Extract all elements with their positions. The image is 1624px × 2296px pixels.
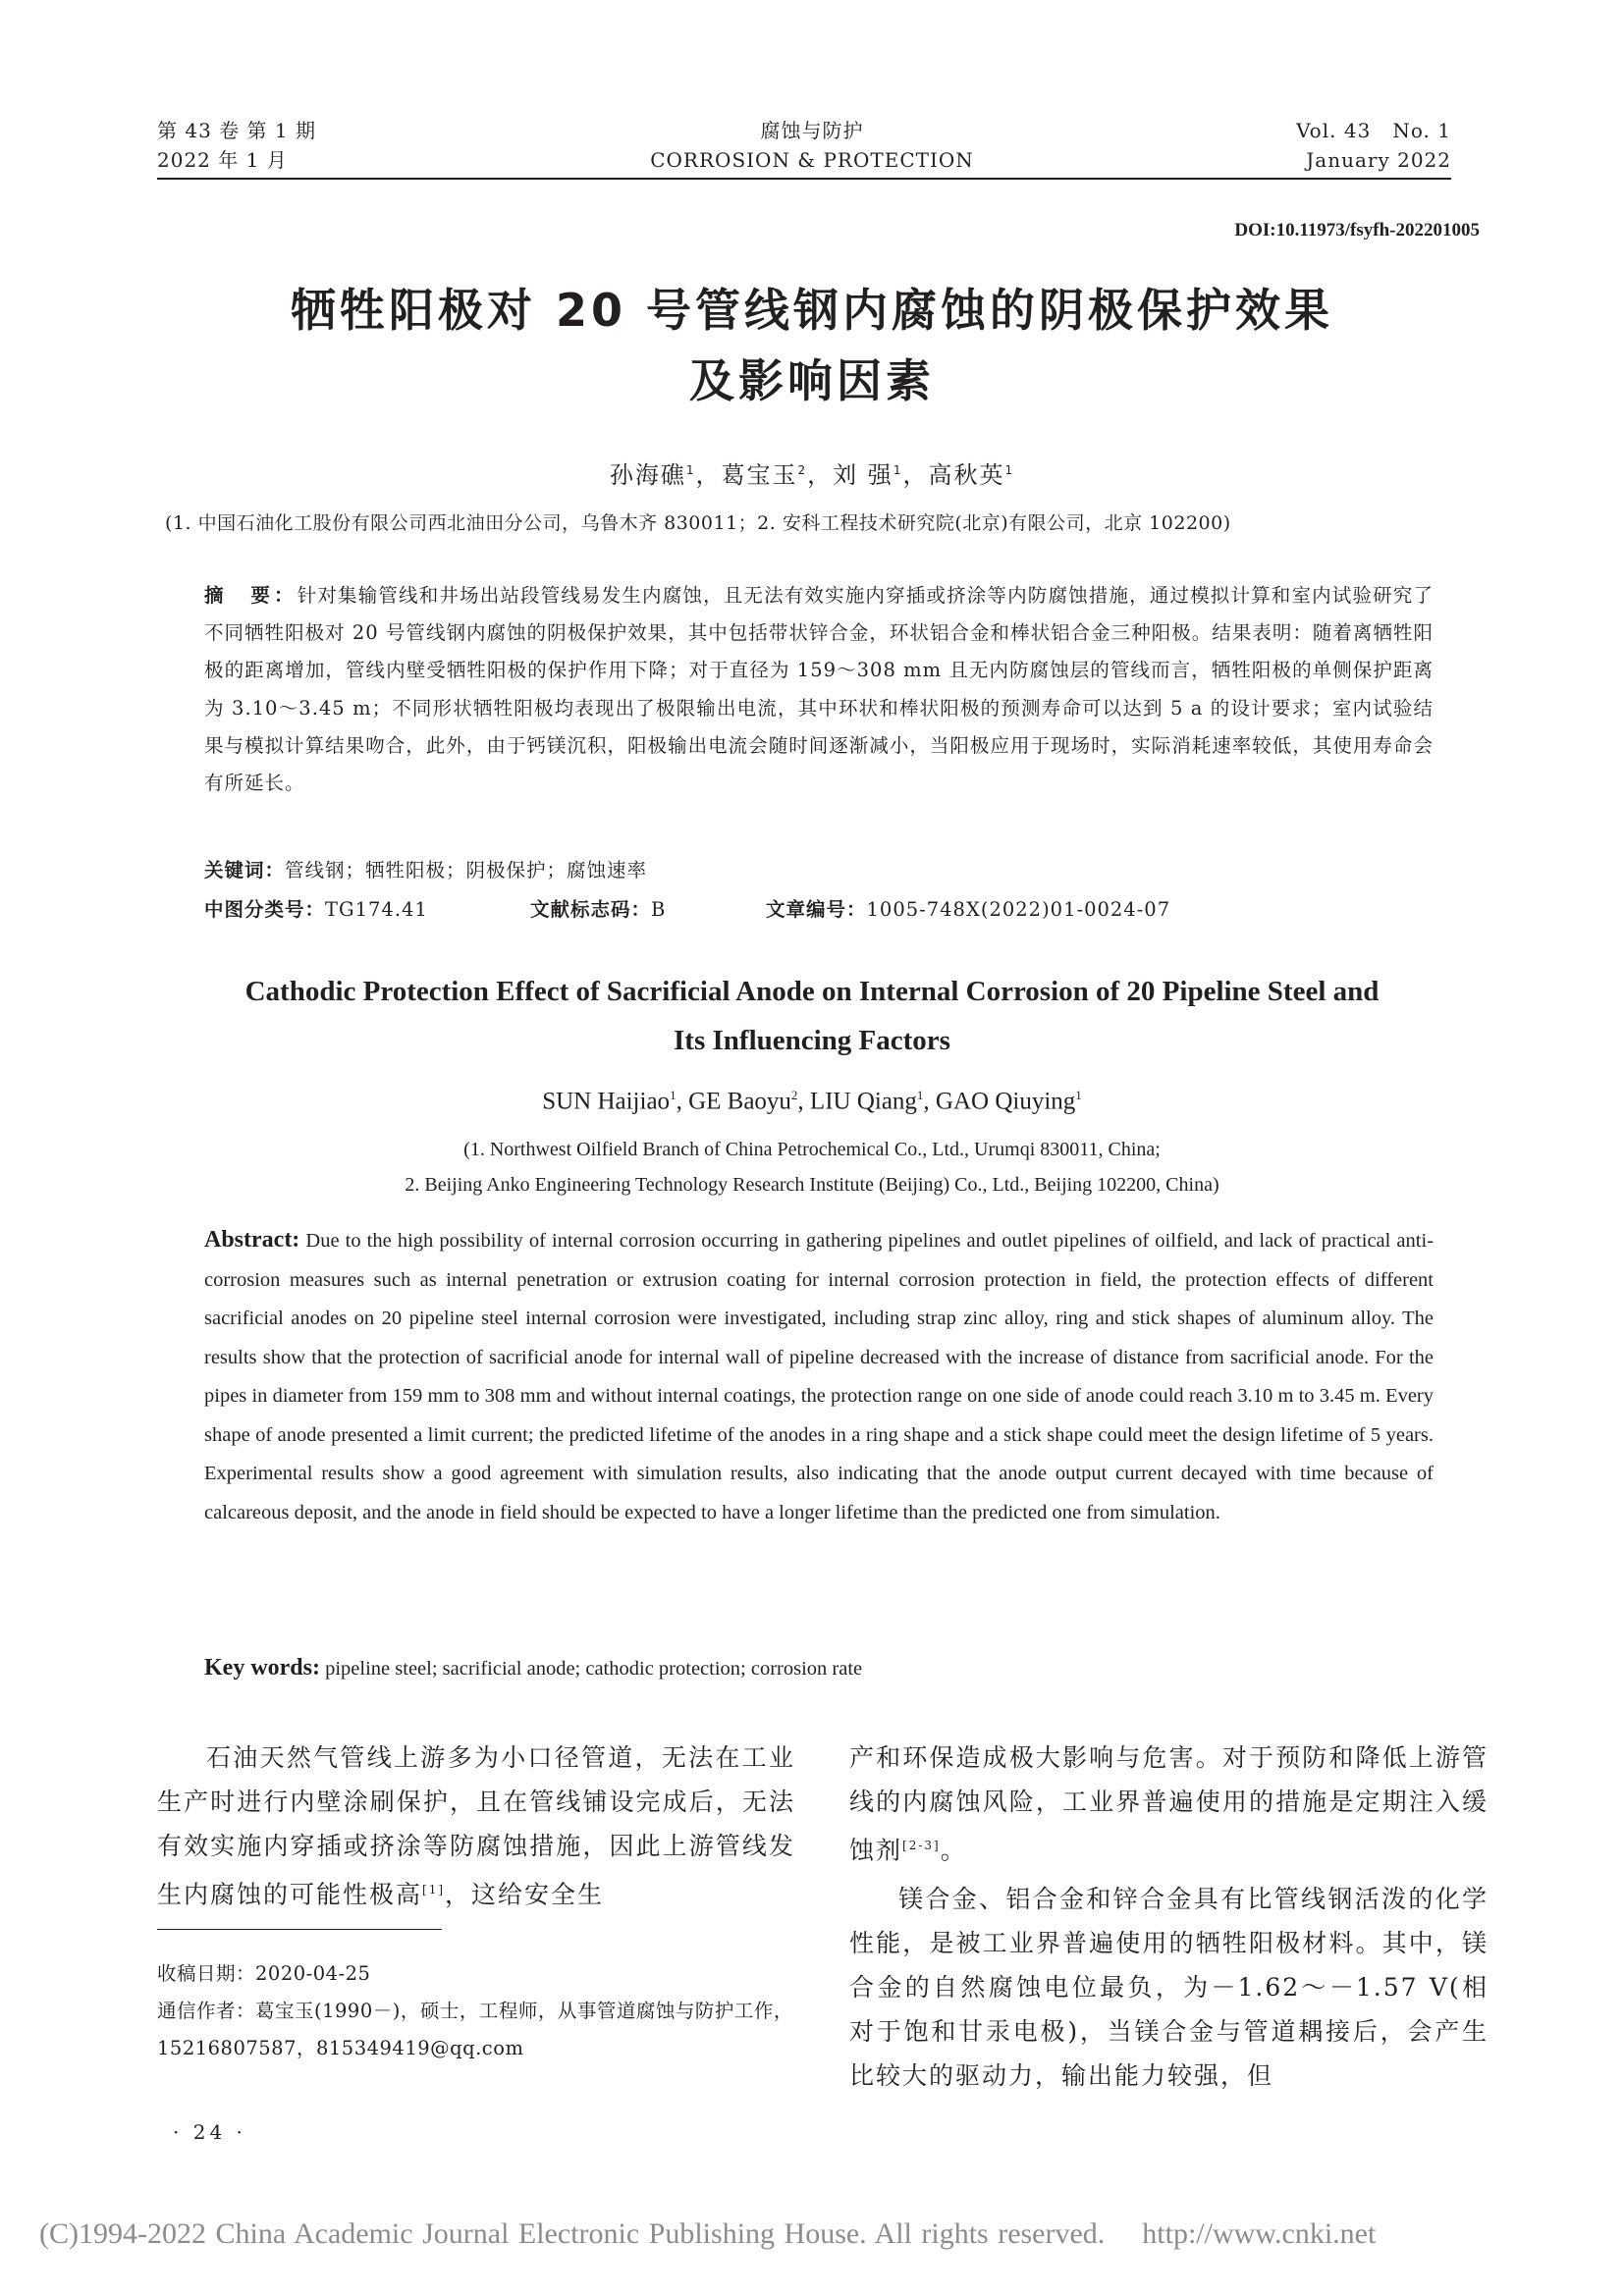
- abstract-en-text: Due to the high possibility of internal corrosion occurring in gathering pipelines and outlet pipelines of oilfield, and lack of practical anti-corrosion measures such as internal penetration or extrusion coating for internal corrosion protection in field, the protection effects of different sacrificial anodes on 20 pipeline steel internal corrosion were investigated, including strap zinc alloy, ring and stick shapes of aluminum alloy. The results show that the protection of sacrificial anode for internal wall of pipeline decreased with the increase of distance from sacrificial anode. For the pipes in diameter from 159 mm to 308 mm and without internal coatings, the protection range on one side of anode could reach 3.10 m to 3.45 m. Every shape of anode presented a limit current; the predicted lifetime of the anodes in a ring shape and a stick shape could meet the design lifetime of 5 years. Experimental results show a good agreement with simulation results, also indicating that the anode output current decayed with time because of calcareous deposit, and the anode in field should be expected to have a longer lifetime than the predicted one from simulation.: [204, 1230, 1434, 1523]
- header-date-cn: 2022 年 1 月: [157, 148, 288, 172]
- keywords-en-text: pipeline steel; sacrificial anode; cathodic protection; corrosion rate: [325, 1658, 863, 1680]
- corresponding-author: 通信作者：葛宝玉(1990－)，硕士，工程师，从事管道腐蚀与防护工作，15216807587，815349419@qq.com: [157, 2000, 793, 2059]
- copyright-footer: (C)1994-2022 China Academic Journal Electronic Publishing House. All rights reserved. http://www.cnki.net: [39, 2217, 1377, 2250]
- received-date: 收稿日期：2020-04-25: [157, 1962, 371, 1985]
- header-rule: [157, 178, 1451, 180]
- affiliation-en-line2: 2. Beijing Anko Engineering Technology Research Institute (Beijing) Co., Ltd., Beijing 102200, China): [405, 1174, 1219, 1196]
- author-en-4-affil: 1: [1075, 1088, 1082, 1102]
- author-en-1-affil: 1: [670, 1088, 677, 1102]
- affiliation-en-line1: (1. Northwest Oilfield Branch of China Petrochemical Co., Ltd., Urumqi 830011, China;: [463, 1139, 1161, 1160]
- doc-code-value: B: [651, 898, 667, 921]
- doi[interactable]: DOI:10.11973/fsyfh-202201005: [1234, 220, 1480, 240]
- author-en-2: , GE Baoyu: [676, 1088, 791, 1115]
- authors-en: [0, 1088, 1624, 1115]
- body-paragraph-1: [157, 1735, 795, 1916]
- author-cn-2: ，葛宝玉: [695, 461, 798, 489]
- keywords-cn-label: 关键词：: [204, 859, 286, 881]
- author-en-4: , GAO Qiuying: [923, 1088, 1076, 1115]
- title-cn-line2: 及影响因素: [689, 354, 935, 407]
- title-en: [0, 967, 1624, 1065]
- article-id-label: 文章编号：: [766, 898, 867, 921]
- body-p1-text: 石油天然气管线上游多为小口径管道，无法在工业生产时进行内壁涂刷保护，且在管线铺设完成后，无法有效实施内穿插或挤涂等防腐蚀措施，因此上游管线发生内腐蚀的可能性极高: [157, 1743, 795, 1909]
- author-cn-2-affil: 2: [797, 463, 808, 477]
- abstract-en-label: Abstract:: [204, 1227, 300, 1253]
- clc-label: 中图分类号：: [204, 898, 326, 921]
- doc-code-label: 文献标志码：: [530, 898, 652, 921]
- header-volume-cn: 第 43 卷 第 1 期: [157, 119, 316, 142]
- body-right-column: [849, 1735, 1489, 2098]
- abstract-cn-label: 摘 要：: [204, 584, 298, 607]
- citation-1[interactable]: [1]: [422, 1883, 446, 1896]
- authors-cn: [0, 455, 1624, 490]
- author-cn-3: ，刘 强: [807, 461, 893, 489]
- header-volume-number: Vol. 43 No. 1: [1296, 119, 1451, 142]
- document-code: [530, 894, 666, 922]
- author-cn-3-affil: 1: [893, 463, 903, 477]
- abstract-en: [204, 1221, 1434, 1532]
- author-cn-4-affil: 1: [1004, 463, 1015, 477]
- body-left-column: [157, 1735, 795, 1916]
- author-en-3-affil: 1: [916, 1088, 924, 1102]
- header-date-en: January 2022: [1306, 148, 1451, 172]
- article-id-value: 1005-748X(2022)01-0024-07: [866, 898, 1171, 921]
- page-number: · 24 ·: [173, 2120, 246, 2144]
- author-cn-1-affil: 1: [685, 463, 696, 477]
- body-rp1-end: 。: [940, 1836, 967, 1865]
- title-en-line1: Cathodic Protection Effect of Sacrificial Anode on Internal Corrosion of 20 Pipeline Steel and: [244, 976, 1380, 1007]
- author-cn-1: 孙海礁: [609, 461, 686, 489]
- article-id: [766, 894, 1170, 922]
- body-paragraph-1-cont: [849, 1735, 1489, 1872]
- keywords-en: [204, 1655, 862, 1682]
- footnote: [157, 1955, 795, 2067]
- keywords-cn: [204, 855, 647, 882]
- journal-name-cn: 腐蚀与防护: [760, 119, 864, 142]
- body-paragraph-2: 镁合金、铝合金和锌合金具有比管线钢活泼的化学性能，是被工业界普遍使用的牺牲阳极材料。其中，镁合金的自然腐蚀电位最负，为－1.62～－1.57 V(相对于饱和甘汞电极)，当镁合金与管道耦接后，会产生比较大的驱动力，输出能力较强，但: [849, 1885, 1489, 2091]
- title-en-line2: Its Influencing Factors: [674, 1025, 950, 1056]
- title-cn-line1: 牺牲阳极对 20 号管线钢内腐蚀的阴极保护效果: [290, 284, 1334, 337]
- clc-value: TG174.41: [325, 898, 428, 921]
- abstract-cn-text: 针对集输管线和井场出站段管线易发生内腐蚀，且无法有效实施内穿插或挤涂等内防腐蚀措施，通过模拟计算和室内试验研究了不同牺牲阳极对 20 号管线钢内腐蚀的阴极保护效果，其中包括带状锌合金，环状铝合金和棒状铝合金三种阳极。结果表明：随着离牺牲阳极的距离增加，管线内壁受牺牲阳极的保护作用下降；对于直径为 159～308 mm 且无内防腐蚀层的管线而言，牺牲阳极的单侧保护距离为 3.10～3.45 m；不同形状牺牲阳极均表现出了极限输出电流，其中环状和棒状阳极的预测寿命可以达到 5 a 的设计要求；室内试验结果与模拟计算结果吻合，此外，由于钙镁沉积，阳极输出电流会随时间逐渐减小，当阳极应用于现场时，实际消耗速率较低，其使用寿命会有所延长。: [204, 584, 1434, 795]
- keywords-cn-text: 管线钢；牺牲阳极；阴极保护；腐蚀速率: [285, 859, 648, 881]
- author-en-2-affil: 2: [790, 1088, 798, 1102]
- body-rp1-text: 产和环保造成极大影响与危害。对于预防和降低上游管线的内腐蚀风险，工业界普遍使用的措施是定期注入缓蚀剂: [849, 1743, 1489, 1865]
- citation-2-3[interactable]: [2-3]: [902, 1839, 941, 1852]
- affiliation-cn: (1. 中国石油化工股份有限公司西北油田分公司，乌鲁木齐 830011；2. 安科工程技术研究院(北京)有限公司，北京 102200): [165, 512, 1231, 534]
- clc-number: [204, 894, 428, 922]
- footnote-rule: [157, 1929, 442, 1930]
- author-en-3: , LIU Qiang: [797, 1088, 917, 1115]
- journal-name-en: CORROSION & PROTECTION: [650, 148, 974, 172]
- abstract-cn: [204, 577, 1434, 802]
- author-en-1: SUN Haijiao: [542, 1088, 671, 1115]
- body-p1-end: ，这给安全生: [445, 1880, 605, 1909]
- author-cn-4: ，高秋英: [902, 461, 1005, 489]
- header-volume-en: [1296, 116, 1451, 175]
- keywords-en-label: Key words:: [204, 1655, 320, 1681]
